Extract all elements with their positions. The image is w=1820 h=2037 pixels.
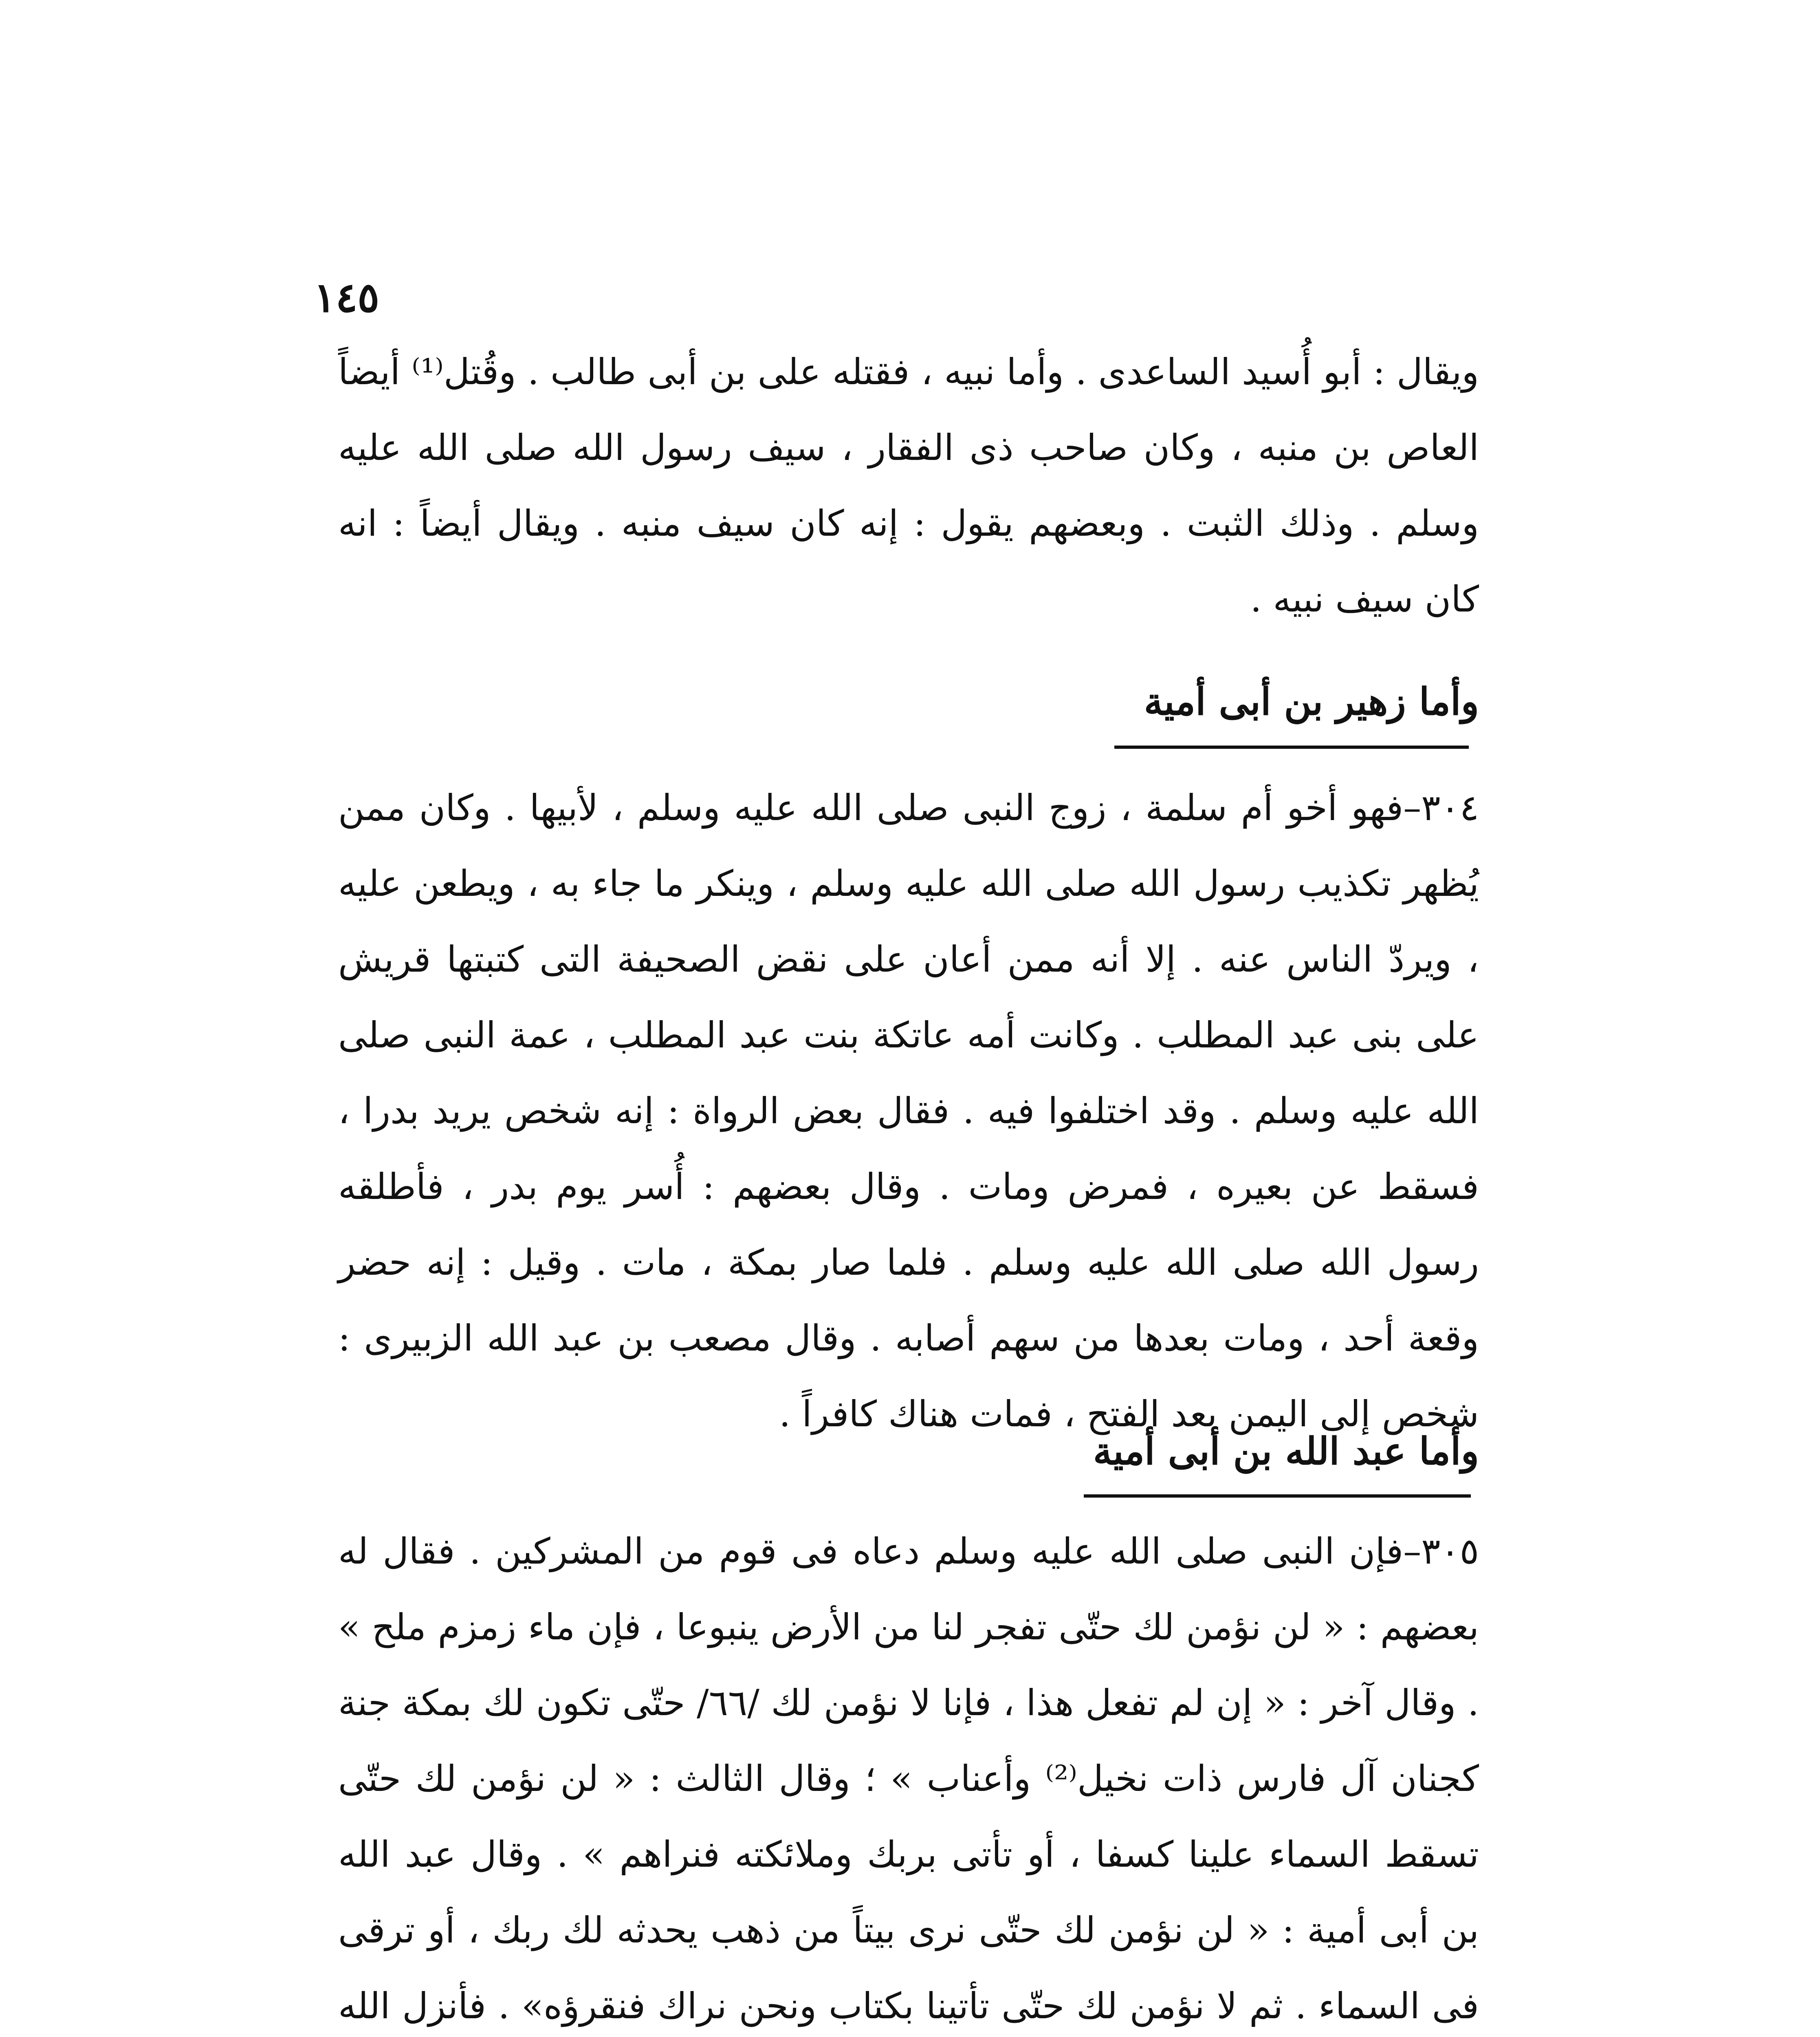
paragraph-3-text: ٣٠٥–فإن النبى صلى الله عليه وسلم دعاه فى قوم من المشركين . فقال له بعضهم : « لن نؤمن لك حتّى تفجر لنا من الأرض ينبوعا ، فإن ماء زمزم ملح » . وقال آخر : « إن لم تفعل هذا ، فإنا لا نؤمن لك /٦٦/ حتّى تكون لك بمكة جنة كجنان آل فارس ذات نخيل⁽²⁾ وأعناب » ؛ وقال الثالث : « لن نؤمن لك حتّى تسقط السماء علينا كسفا ، أو تأتى بربك وملائكته فنراهم » . وقال عبد الله بن أبى أمية : « لن نؤمن لك حتّى نرى بيتاً من ذهب يحدثه لك ربك ، أو ترقى فى السماء . ثم لا نؤمن لك حتّى تأتينا بكتاب ونحن نراك فنقرؤه» . فأنزل الله (338, 1530, 1479, 2027)
paragraph-3 (338, 1513, 1479, 2037)
paragraph-1 (338, 334, 1479, 637)
paragraph-2 (338, 770, 1479, 1452)
heading-1-underline (1114, 746, 1469, 749)
section-heading-abdullah: وأما عبد الله بن أبى أمية (1093, 1429, 1479, 1473)
page-number: ١٤٥ (314, 273, 380, 321)
section-heading-zuhayr: وأما زهير بن أبى أمية (1144, 680, 1479, 724)
paragraph-1-text: ويقال : أبو أُسيد الساعدى . وأما نبيه ، فقتله على بن أبى طالب . وقُتل⁽¹⁾ أيضاً العاص بن منبه ، وكان صاحب ذى الفقار ، سيف رسول الله صلى الله عليه وسلم . وذلك الثبت . وبعضهم يقول : إنه كان سيف منبه . ويقال أيضاً : انه كان سيف نبيه . (338, 351, 1479, 620)
heading-2-underline (1084, 1494, 1471, 1498)
paragraph-2-text: ٣٠٤–فهو أخو أم سلمة ، زوج النبى صلى الله عليه وسلم ، لأبيها . وكان ممن يُظهر تكذيب رسول الله صلى الله عليه وسلم ، وينكر ما جاء به ، ويطعن عليه ، ويردّ الناس عنه . إلا أنه ممن أعان على نقض الصحيفة التى كتبتها قريش على بنى عبد المطلب . وكانت أمه عاتكة بنت عبد المطلب ، عمة النبى صلى الله عليه وسلم . وقد اختلفوا فيه . فقال بعض الرواة : إنه شخص يريد بدرا ، فسقط عن بعيره ، فمرض ومات . وقال بعضهم : أُسر يوم بدر ، فأطلقه رسول الله صلى الله عليه وسلم . فلما صار بمكة ، مات . وقيل : إنه حضر وقعة أحد ، ومات بعدها من سهم أصابه . وقال مصعب بن عبد الله الزبيرى : شخص إلى اليمن بعد الفتح ، فمات هناك كافراً . (338, 787, 1479, 1435)
